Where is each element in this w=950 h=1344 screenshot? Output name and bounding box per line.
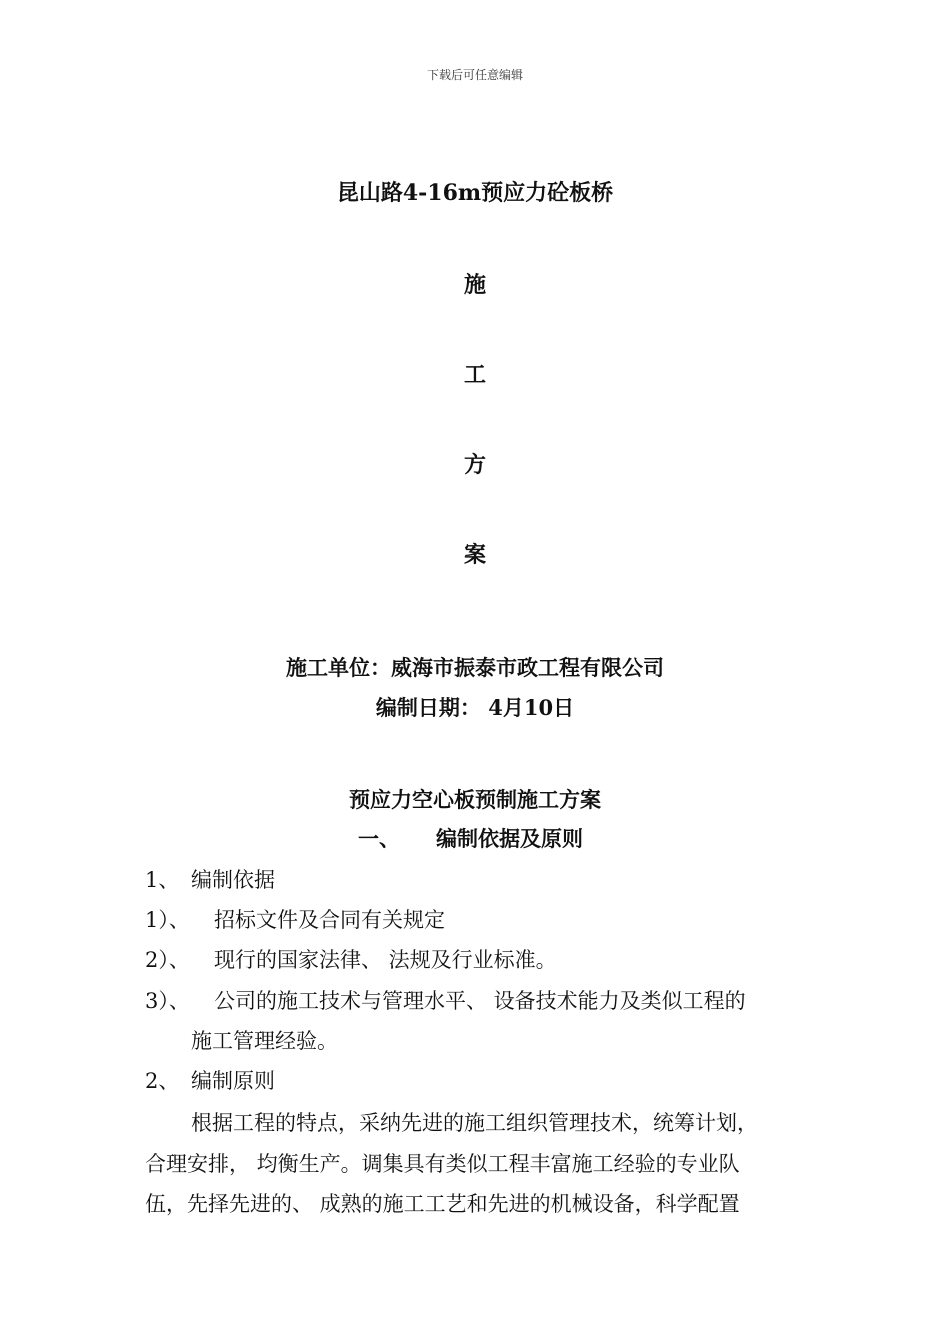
basis-item-text: 公司的施工技术与管理水平、 设备技术能力及类似工程的 <box>214 989 746 1013</box>
compile-date: 编制日期： 4月10日 <box>375 695 575 720</box>
vertical-title-char-3: 方 <box>463 452 486 478</box>
basis-item-text: 招标文件及合同有关规定 <box>214 908 445 932</box>
principle-paragraph-line-1: 根据工程的特点，采纳先进的施工组织管理技术，统筹计划， <box>191 1111 758 1135</box>
basis-item-text: 现行的国家法律、 法规及行业标准。 <box>214 948 557 972</box>
basis-heading <box>145 864 275 894</box>
plan-title: 预应力空心板预制施工方案 <box>349 787 601 812</box>
principle-title: 编制原则 <box>191 1069 275 1093</box>
basis-item-2 <box>145 944 557 974</box>
basis-number: 1、 <box>145 868 180 892</box>
section-title: 编制依据及原则 <box>436 826 583 851</box>
section-number: 一、 <box>358 826 400 851</box>
principle-heading <box>145 1065 275 1095</box>
vertical-title-char-4: 案 <box>463 542 486 568</box>
principle-paragraph-line-2: 合理安排， 均衡生产。调集具有类似工程丰富施工经验的专业队 <box>145 1152 740 1176</box>
basis-item-number: 3）、 <box>145 989 190 1013</box>
document-title: 昆山路4-16m预应力砼板桥 <box>336 180 614 206</box>
section-heading <box>358 823 583 853</box>
principle-paragraph-line-3: 伍，先择先进的、 成熟的施工工艺和先进的机械设备，科学配置 <box>145 1192 740 1216</box>
basis-item-number: 1）、 <box>145 908 190 932</box>
principle-number: 2、 <box>145 1069 180 1093</box>
basis-item-number: 2）、 <box>145 948 190 972</box>
basis-item-3 <box>145 985 746 1015</box>
basis-title: 编制依据 <box>191 868 275 892</box>
vertical-title-char-2: 工 <box>463 362 486 388</box>
header-note: 下载后可任意编辑 <box>426 68 523 82</box>
construction-unit: 施工单位：威海市振泰市政工程有限公司 <box>286 655 664 680</box>
basis-item-3-continuation: 施工管理经验。 <box>191 1029 338 1053</box>
basis-item-1 <box>145 904 445 934</box>
vertical-title-char-1: 施 <box>463 272 486 298</box>
